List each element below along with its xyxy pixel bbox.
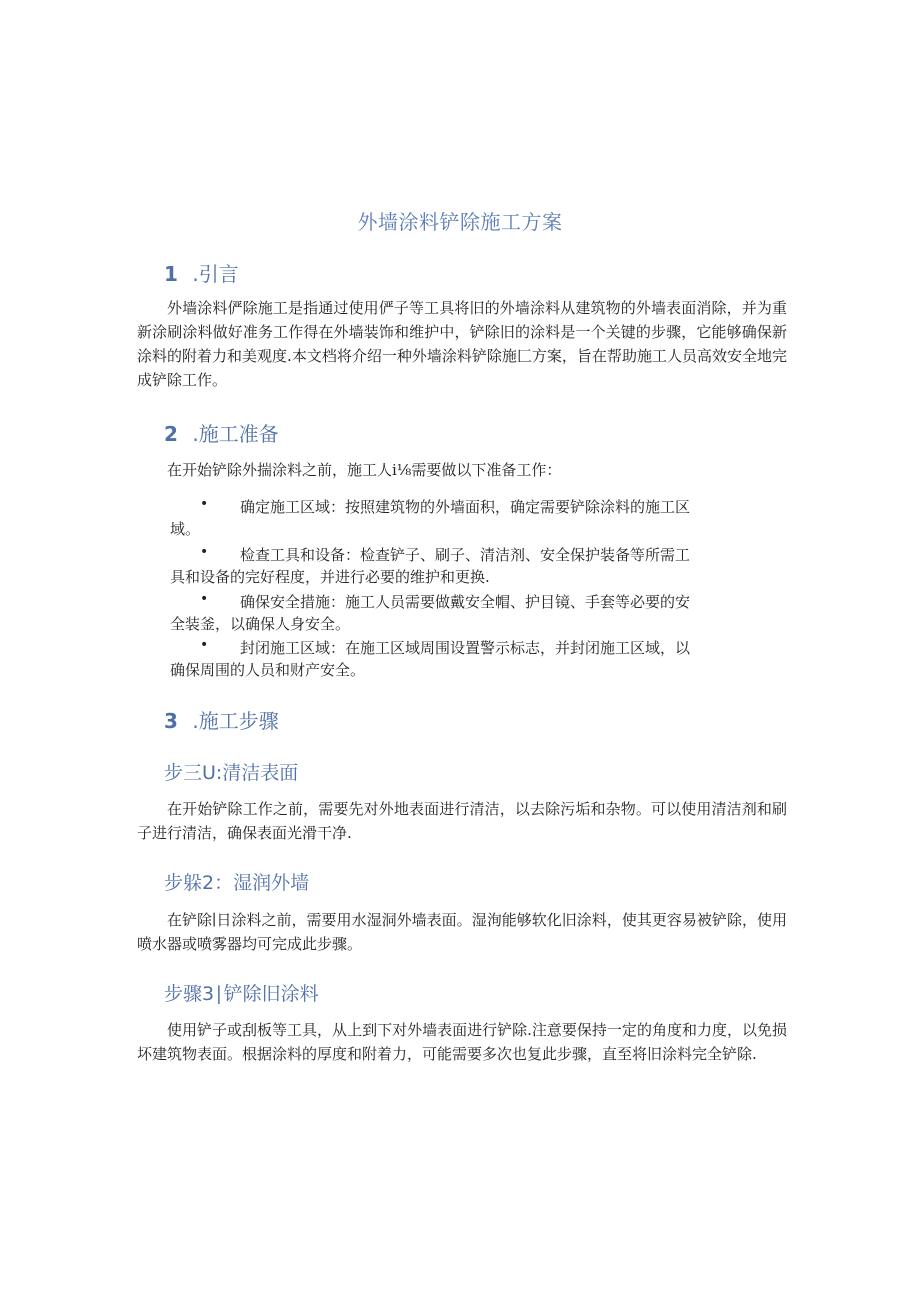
document-title: 外墙涂料铲除施工方案 [357, 210, 563, 234]
list-item-text: 检查工具和设备：检查铲子、刷子、清洁剂、安全保护装备等所需工 [240, 546, 691, 564]
section-number: 2 [164, 422, 178, 446]
section-title: .引言 [192, 262, 239, 286]
section-3-heading [164, 705, 279, 734]
section-title: .施工准备 [192, 422, 279, 446]
section-title: .施工步骤 [192, 709, 279, 733]
list-item-text-cont: 全装釜，以确保人身安全。 [170, 615, 351, 633]
step-3-heading: 步骤3∣铲除旧涂料 [164, 983, 319, 1005]
section-number: 1 [164, 262, 178, 286]
step-1-heading: 步三U:清洁表面 [164, 762, 299, 784]
list-item-text-cont: 具和设备的完好程度，并进行必要的维护和更换. [170, 568, 490, 586]
list-item-text-cont: 确保周围的人员和财产安全。 [170, 661, 366, 679]
list-item-text: 确定施工区域：按照建筑物的外墙面积，确定需要铲除涂料的施工区 [240, 498, 691, 516]
section-1-heading [164, 258, 239, 287]
section-number: 3 [164, 709, 178, 733]
list-item-text-cont: 域。 [170, 520, 201, 538]
step-1-paragraph: 在开始铲除工作之前，需要先对外地表面进行清洁，以去除污垢和杂物。可以使用清洁剂和刷子进行清洁，确保表面光滑干净. [137, 800, 787, 842]
bullet-icon: • [200, 544, 209, 560]
step-2-paragraph: 在铲除∣日涂料之前，需要用水湿洞外墙表面。湿洵能够软化旧涂料，使其更容易被铲除，使用喷水器或喷雾器均可完成此步骤。 [137, 911, 787, 953]
section-2-heading [164, 418, 279, 447]
bullet-icon: • [200, 591, 209, 607]
step-3-paragraph: 使用铲子或刮板等工具，从上到下对外墙表面进行铲除.注意要保持一定的角度和力度，以免损坏建筑物表面。根据涂料的厚度和附着力，可能需要多次也复此步骤，直至将旧涂料完全铲除. [137, 1021, 787, 1063]
intro-paragraph: 外墙涂料俨除施工是指通过使用俨子等工具将旧的外墙涂料从建筑物的外墙表面消除，并为重新涂刷涂料做好准务工作得在外墙装饰和维护中，铲除旧的涂料是一个关键的步骤，它能够确保新涂料的附着力和美观度.本文档将介绍一种外墙涂料铲除施匚方案，旨在帮助施工人员高效安全地完成铲除工作。 [137, 299, 787, 389]
list-item-text: 封闭施工区域：在施工区域周围设置警示标志，并封闭施工区域，以 [240, 639, 691, 657]
preparation-intro: 在开始铲除外揣涂料之前，施工人i⅛需要做以下准备工作： [167, 461, 562, 479]
list-item-text: 确保安全措施：施工人员需要做戴安全帽、护目镜、手套等必要的安 [240, 593, 691, 611]
bullet-icon: • [200, 496, 209, 512]
bullet-icon: • [200, 637, 209, 653]
step-2-heading: 步躲2：湿润外墙 [164, 872, 310, 894]
